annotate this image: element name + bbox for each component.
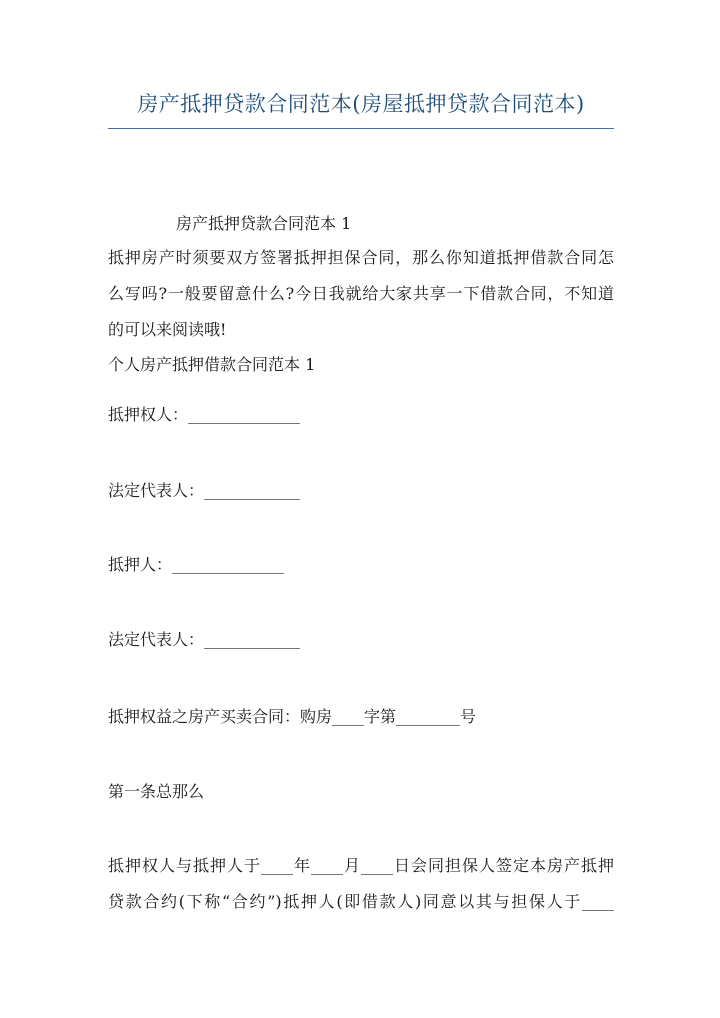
section-heading: 房产抵押贷款合同范本 1 <box>176 214 352 233</box>
mortgagor-field: 抵押人：______________ <box>108 555 285 574</box>
article-one-line-2: 贷款合约(下称“合约”)抵押人(即借款人)同意以其与担保人于____ <box>108 892 614 911</box>
mortgagee-legal-rep-field: 法定代表人：____________ <box>108 481 301 500</box>
intro-paragraph-line-1: 抵押房产时须要双方签署抵押担保合同，那么你知道抵押借款合同怎 <box>108 248 614 267</box>
article-one-heading: 第一条总那么 <box>108 782 205 801</box>
mortgagee-field: 抵押权人：______________ <box>108 405 301 424</box>
article-one-line-1: 抵押权人与抵押人于____年____月____日会同担保人签定本房产抵押 <box>108 856 614 875</box>
intro-paragraph-line-2: 么写吗?一般要留意什么?今日我就给大家共享一下借款合同，不知道 <box>108 284 614 303</box>
mortgagor-legal-rep-field: 法定代表人：____________ <box>108 630 301 649</box>
title-divider <box>108 128 614 129</box>
contract-subtitle: 个人房产抵押借款合同范本 1 <box>108 355 316 374</box>
intro-paragraph-line-3: 的可以来阅读哦! <box>108 320 227 339</box>
document-title: 房产抵押贷款合同范本(房屋抵押贷款合同范本) <box>137 92 585 116</box>
purchase-contract-field: 抵押权益之房产买卖合同：购房____字第________号 <box>108 707 477 726</box>
